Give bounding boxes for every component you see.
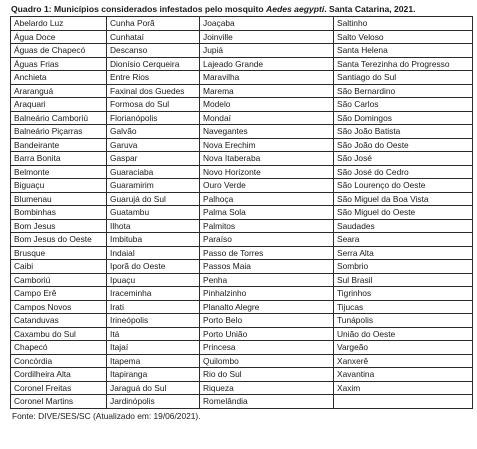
table-cell: Irineópolis <box>107 314 200 328</box>
table-cell: Faxinal dos Guedes <box>107 84 200 98</box>
table-row <box>11 354 473 368</box>
table-cell: Santa Helena <box>334 44 473 58</box>
table-cell: São Domingos <box>334 111 473 125</box>
table-cell: Águas de Chapecó <box>11 44 107 58</box>
caption-prefix: Quadro 1: Municípios considerados infestados pelo mosquito <box>11 4 266 14</box>
table-row <box>11 381 473 395</box>
table-cell: Itapema <box>107 354 200 368</box>
table-cell: Santiago do Sul <box>334 71 473 85</box>
table-cell: Bombinhas <box>11 206 107 220</box>
table-cell: Quilombo <box>200 354 334 368</box>
table-cell: Indaial <box>107 246 200 260</box>
table-cell: Entre Rios <box>107 71 200 85</box>
table-row <box>11 125 473 139</box>
table-cell: Porto União <box>200 327 334 341</box>
table-cell: Blumenau <box>11 192 107 206</box>
table-cell: Vargeão <box>334 341 473 355</box>
table-cell: Cunha Porã <box>107 17 200 31</box>
table-row <box>11 30 473 44</box>
table-cell: Serra Alta <box>334 246 473 260</box>
table-cell: Mondaí <box>200 111 334 125</box>
table-cell: Nova Erechim <box>200 138 334 152</box>
table-cell: Bandeirante <box>11 138 107 152</box>
table-cell: Penha <box>200 273 334 287</box>
table-cell: São Lourenço do Oeste <box>334 179 473 193</box>
table-cell: Formosa do Sul <box>107 98 200 112</box>
table-cell: São Miguel do Oeste <box>334 206 473 220</box>
source-note: Fonte: DIVE/SES/SC (Atualizado em: 19/06/2021). <box>12 410 201 421</box>
table-cell: Jardinópolis <box>107 395 200 409</box>
table-cell: Cunhataí <box>107 30 200 44</box>
table-cell: Joinville <box>200 30 334 44</box>
table-cell: Ouro Verde <box>200 179 334 193</box>
table-cell: Navegantes <box>200 125 334 139</box>
table-cell: Paraíso <box>200 233 334 247</box>
table-cell: Coronel Freitas <box>11 381 107 395</box>
table-cell: Cordilheira Alta <box>11 368 107 382</box>
table-cell: Sombrio <box>334 260 473 274</box>
table-row <box>11 395 473 409</box>
table-cell <box>334 395 473 409</box>
table-cell: Xavantina <box>334 368 473 382</box>
table-row <box>11 368 473 382</box>
table-body <box>11 17 473 409</box>
table-cell: Porto Belo <box>200 314 334 328</box>
table-cell: Sul Brasil <box>334 273 473 287</box>
table-cell: Imbituba <box>107 233 200 247</box>
table-row <box>11 152 473 166</box>
table-cell: Iraceminha <box>107 287 200 301</box>
table-cell: Iporã do Oeste <box>107 260 200 274</box>
table-cell: Joaçaba <box>200 17 334 31</box>
table-cell: Bom Jesus do Oeste <box>11 233 107 247</box>
table-row <box>11 341 473 355</box>
table-cell: Bom Jesus <box>11 219 107 233</box>
table-row <box>11 327 473 341</box>
table-cell: Tunápolis <box>334 314 473 328</box>
table-row <box>11 138 473 152</box>
table-cell: Lajeado Grande <box>200 57 334 71</box>
caption-suffix: . Santa Catarina, 2021. <box>324 4 416 14</box>
table-cell: Jaraguá do Sul <box>107 381 200 395</box>
table-cell: Belmonte <box>11 165 107 179</box>
table-cell: Guarujá do Sul <box>107 192 200 206</box>
table-row <box>11 179 473 193</box>
caption-species: Aedes aegypti <box>265 4 325 14</box>
table-cell: Palma Sola <box>200 206 334 220</box>
table-cell: Passos Maia <box>200 260 334 274</box>
table-row <box>11 246 473 260</box>
table-cell: Planalto Alegre <box>200 300 334 314</box>
table-cell: Pinhalzinho <box>200 287 334 301</box>
table-cell: Tijucas <box>334 300 473 314</box>
table-cell: Tigrinhos <box>334 287 473 301</box>
table-cell: Itá <box>107 327 200 341</box>
table-cell: Brusque <box>11 246 107 260</box>
table-cell: Modelo <box>200 98 334 112</box>
table-cell: Maravilha <box>200 71 334 85</box>
table-cell: Passo de Torres <box>200 246 334 260</box>
table-row <box>11 287 473 301</box>
table-cell: União do Oeste <box>334 327 473 341</box>
table-cell: Princesa <box>200 341 334 355</box>
table-cell: Palmitos <box>200 219 334 233</box>
table-cell: Balneário Piçarras <box>11 125 107 139</box>
table-row <box>11 300 473 314</box>
table-cell: Santa Terezinha do Progresso <box>334 57 473 71</box>
table-cell: Riqueza <box>200 381 334 395</box>
table-cell: Água Doce <box>11 30 107 44</box>
document <box>10 4 472 422</box>
table-cell: São Bernardino <box>334 84 473 98</box>
table-cell: Caxambu do Sul <box>11 327 107 341</box>
table-cell: São José <box>334 152 473 166</box>
table-cell: Caibi <box>11 260 107 274</box>
municipalities-table <box>10 16 473 409</box>
table-cell: Gaspar <box>107 152 200 166</box>
table-cell: Campo Erê <box>11 287 107 301</box>
table-row <box>11 44 473 58</box>
table-row <box>11 17 473 31</box>
table-cell: Itajaí <box>107 341 200 355</box>
table-cell: Ilhota <box>107 219 200 233</box>
table-cell: Ipuaçu <box>107 273 200 287</box>
table-row <box>11 260 473 274</box>
table-cell: Saltinho <box>334 17 473 31</box>
table-cell: Guaramirim <box>107 179 200 193</box>
table-cell: Araranguá <box>11 84 107 98</box>
table-cell: Coronel Martins <box>11 395 107 409</box>
table-row <box>11 57 473 71</box>
table-cell: Romelândia <box>200 395 334 409</box>
table-cell: Xanxerê <box>334 354 473 368</box>
table-row <box>11 206 473 220</box>
table-caption <box>11 4 472 15</box>
table-cell: Garuva <box>107 138 200 152</box>
table-cell: São João Batista <box>334 125 473 139</box>
table-cell: Nova Itaberaba <box>200 152 334 166</box>
table-cell: Palhoça <box>200 192 334 206</box>
table-cell: Galvão <box>107 125 200 139</box>
table-row <box>11 273 473 287</box>
table-row <box>11 98 473 112</box>
table-cell: Novo Horizonte <box>200 165 334 179</box>
table-cell: Descanso <box>107 44 200 58</box>
table-row <box>11 165 473 179</box>
table-cell: Chapecó <box>11 341 107 355</box>
table-cell: Balneário Camboriú <box>11 111 107 125</box>
table-cell: Rio do Sul <box>200 368 334 382</box>
table-cell: Florianópolis <box>107 111 200 125</box>
table-row <box>11 233 473 247</box>
table-cell: Catanduvas <box>11 314 107 328</box>
table-cell: São João do Oeste <box>334 138 473 152</box>
table-row <box>11 71 473 85</box>
table-cell: São José do Cedro <box>334 165 473 179</box>
table-cell: Guaraciaba <box>107 165 200 179</box>
table-cell: Xaxim <box>334 381 473 395</box>
table-cell: Salto Veloso <box>334 30 473 44</box>
table-cell: Abelardo Luz <box>11 17 107 31</box>
table-row <box>11 219 473 233</box>
table-row <box>11 192 473 206</box>
table-cell: Biguaçu <box>11 179 107 193</box>
table-cell: Jupiá <box>200 44 334 58</box>
table-cell: Anchieta <box>11 71 107 85</box>
table-cell: Seara <box>334 233 473 247</box>
table-cell: Camboriú <box>11 273 107 287</box>
table-row <box>11 84 473 98</box>
table-cell: Dionísio Cerqueira <box>107 57 200 71</box>
table-cell: Barra Bonita <box>11 152 107 166</box>
table-cell: Concórdia <box>11 354 107 368</box>
table-cell: Campos Novos <box>11 300 107 314</box>
table-cell: Saudades <box>334 219 473 233</box>
table-cell: Marema <box>200 84 334 98</box>
table-cell: São Carlos <box>334 98 473 112</box>
table-cell: São Miguel da Boa Vista <box>334 192 473 206</box>
table-row <box>11 111 473 125</box>
table-row <box>11 314 473 328</box>
table-cell: Guatambu <box>107 206 200 220</box>
table-cell: Araquari <box>11 98 107 112</box>
table-cell: Águas Frias <box>11 57 107 71</box>
table-cell: Itapiranga <box>107 368 200 382</box>
table-cell: Irati <box>107 300 200 314</box>
